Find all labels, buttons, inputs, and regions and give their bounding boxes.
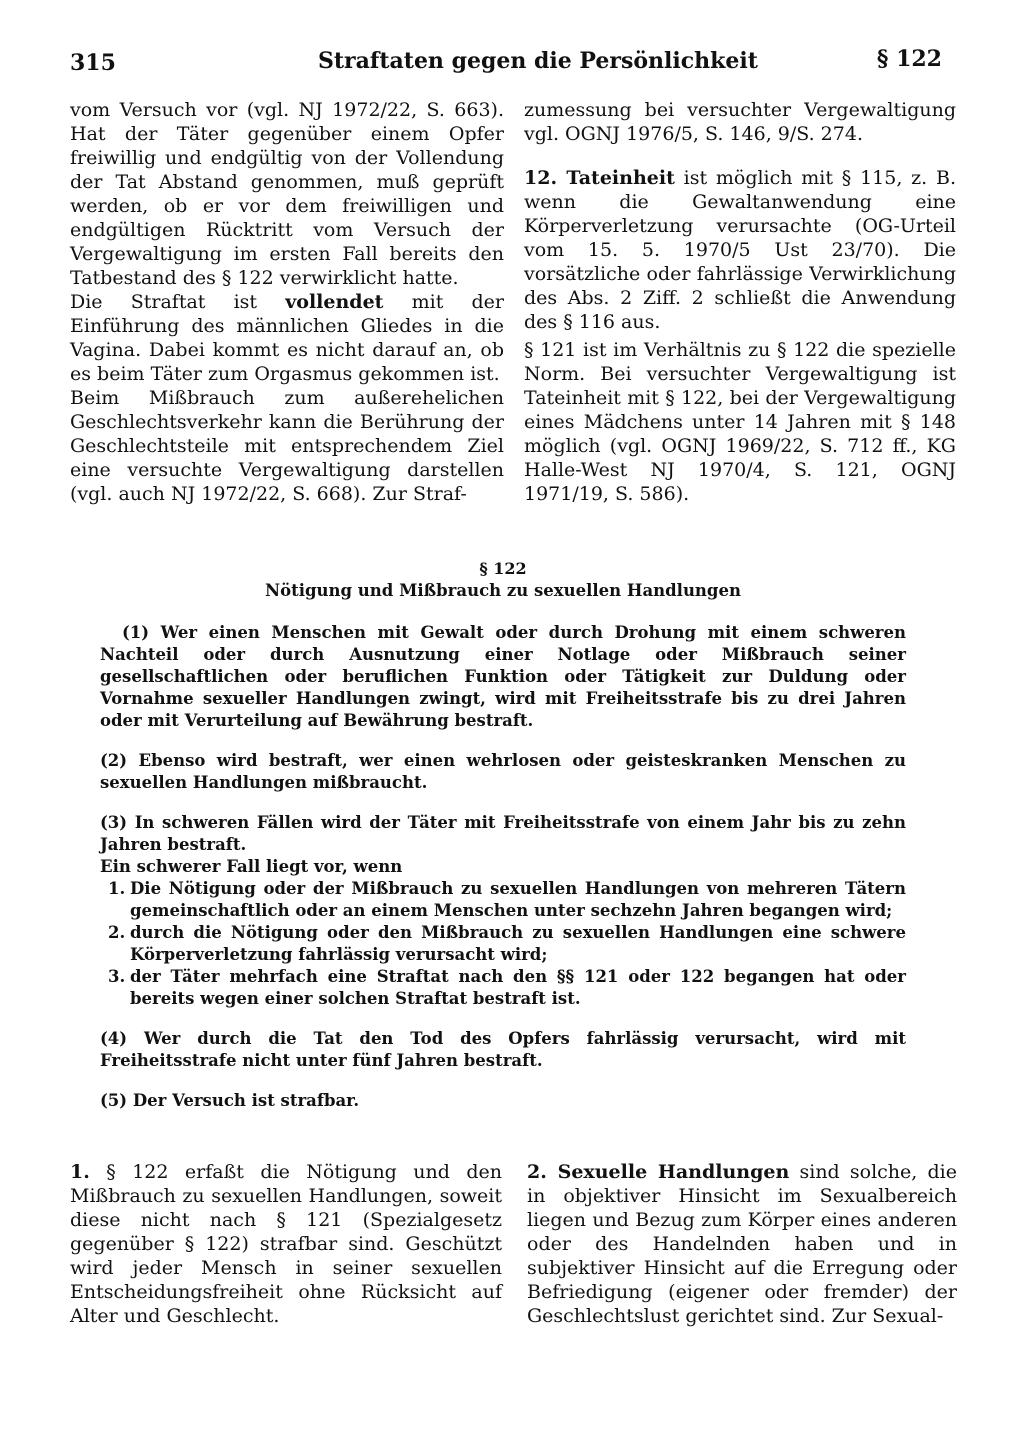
list-number: 1. (108, 879, 126, 898)
list-number: 2. (108, 923, 126, 942)
statute-paragraph-2: (2) Ebenso wird bestraft, wer einen wehrlosen oder geisteskranken Menschen zu sexuellen Handlungen mißbraucht. (100, 751, 906, 792)
paragraph: vom Versuch vor (vgl. NJ 1972/22, S. 663). Hat der Täter gegenüber einem Opfer freiwillig und endgültig von der Vollendung der Tat Abstand genommen, muß geprüft werden, ob er vor dem freiwilligen und endgültigen Rücktritt vom Versuch der Vergewaltigung im ersten Fall bereits den Tatbestand des § 122 verwirklicht hatte. (70, 99, 504, 289)
statute-text (100, 558, 906, 1112)
emphasis: Sexuelle Handlungen (546, 1161, 790, 1183)
section-marker: § 122 (876, 46, 942, 72)
page-header (0, 42, 1024, 82)
statute-list-item (100, 922, 906, 966)
statute-list-item (100, 966, 906, 1010)
text-run: Die Straftat ist (70, 291, 286, 313)
list-number: 3. (108, 967, 126, 986)
paragraph: zumessung bei versuchter Vergewaltigung vgl. OGNJ 1976/5, S. 146, 9/S. 274. (524, 99, 956, 145)
commentary-column-right-bottom (527, 1160, 957, 1328)
statute-paragraph-4: (4) Wer durch die Tat den Tod des Opfers fahrlässig verursacht, wird mit Freiheitsstrafe nicht unter fünf Jahren bestraft. (100, 1029, 906, 1070)
statute-section-number: § 122 (479, 559, 527, 578)
paragraph (527, 1160, 957, 1328)
text-run: sind solche, die in objektiver Hinsicht im Sexualbereich liegen und Bezug zum Körper eines anderen oder des Handelnden haben und in subjektiver Hinsicht auf die Erregung oder Befriedigung (eigener oder fremder) der Geschlechtslust gerichtet sind. Zur Sexual- (527, 1161, 957, 1327)
statute-list-item (100, 878, 906, 922)
paragraph: Beim Mißbrauch zum außerehelichen Geschlechtsverkehr kann die Berührung der Geschlechtsteile mit entsprechendem Ziel eine versuchte Vergewaltigung darstellen (vgl. auch NJ 1972/22, S. 668). Zur Straf- (70, 387, 504, 505)
paragraph (70, 1160, 502, 1328)
paragraph (524, 166, 956, 334)
note-number: 2. (527, 1161, 547, 1183)
commentary-column-right-top (524, 98, 956, 506)
commentary-column-left-top (70, 98, 504, 506)
text-run: § 122 erfaßt die Nötigung und den Mißbrauch zu sexuellen Handlungen, soweit diese nicht nach § 121 (Spezialgesetz gegenüber § 122) strafbar sind. Geschützt wird jeder Mensch in seiner sexuellen Entscheidungsfreiheit ohne Rücksicht auf Alter und Geschlecht. (70, 1161, 502, 1327)
statute-paragraph-5: (5) Der Versuch ist strafbar. (100, 1091, 360, 1110)
emphasis: Tateinheit (557, 167, 675, 189)
note-number: 12. (524, 167, 558, 189)
note-number: 1. (70, 1161, 90, 1183)
list-text: der Täter mehrfach eine Straftat nach den §§ 121 oder 122 begangen hat oder bereits wegen einer solchen Straftat bestraft ist. (130, 967, 906, 1008)
text-run: mit der Einführung des männlichen Gliedes in die Vagina. Dabei kommt es nicht darauf an, ob es beim Täter zum Orgasmus gekommen ist. (70, 291, 505, 385)
text-run: ist möglich mit § 115, z. B. wenn die Gewaltanwendung eine Körperverletzung verursachte (OG-Urteil vom 15. 5. 1970/5 Ust 23/70). Die vorsätzliche oder fahrlässige Verwirklichung des Abs. 2 Ziff. 2 schließt die Anwendung des § 116 aus. (524, 167, 956, 333)
list-text: durch die Nötigung oder den Mißbrauch zu sexuellen Handlungen eine schwere Körperverletzung fahrlässig verursacht wird; (130, 923, 906, 964)
running-title: Straftaten gegen die Persönlichkeit (318, 48, 758, 74)
statute-paragraph-3: (3) In schweren Fällen wird der Täter mit Freiheitsstrafe von einem Jahr bis zu zehn Jahren bestraft. (100, 813, 906, 854)
list-text: Die Nötigung oder der Mißbrauch zu sexuellen Handlungen von mehreren Tätern gemeinschaftlich oder an einem Menschen unter sechzehn Jahren begangen wird; (130, 879, 906, 920)
commentary-column-left-bottom (70, 1160, 502, 1328)
page-number: 315 (70, 50, 116, 76)
statute-heading: Nötigung und Mißbrauch zu sexuellen Handlungen (265, 581, 741, 600)
paragraph (70, 290, 504, 386)
emphasis: vollendet (285, 291, 384, 313)
statute-paragraph-1: (1) Wer einen Menschen mit Gewalt oder durch Drohung mit einem schweren Nachteil oder durch Ausnutzung einer Notlage oder Mißbrauch seiner gesellschaftlichen oder beruflichen Funktion oder Tätigkeit zur Duldung oder Vornahme sexueller Handlungen zwingt, wird mit Freiheitsstrafe bis zu drei Jahren oder mit Verurteilung auf Bewährung bestraft. (100, 623, 906, 730)
paragraph: § 121 ist im Verhältnis zu § 122 die spezielle Norm. Bei versuchter Vergewaltigung ist Tateinheit mit § 122, bei der Vergewaltigung eines Mädchens unter 14 Jahren mit § 148 möglich (vgl. OGNJ 1969/22, S. 712 ff., KG Halle-West NJ 1970/4, S. 121, OGNJ 1971/19, S. 586). (524, 339, 956, 505)
statute-list-intro: Ein schwerer Fall liegt vor, wenn (100, 857, 403, 876)
